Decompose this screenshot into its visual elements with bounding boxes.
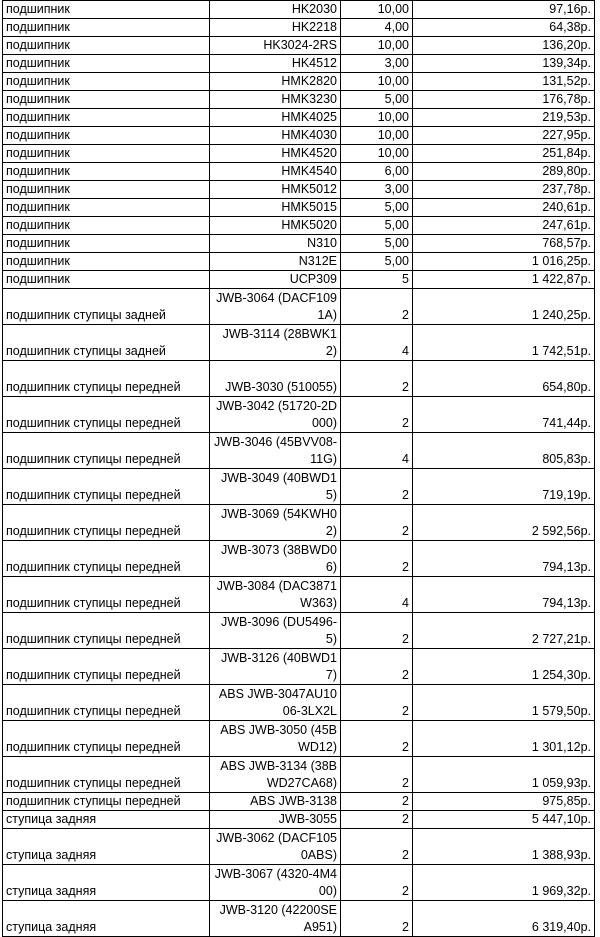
item-qty-cell: 2 <box>341 685 413 721</box>
item-code-cell: JWB-3084 (DAC3871W363) <box>210 577 341 613</box>
table-row <box>3 577 595 613</box>
item-qty-cell: 2 <box>341 505 413 541</box>
item-name-cell: подшипник ступицы передней <box>3 469 210 505</box>
item-qty-cell: 2 <box>341 649 413 685</box>
item-qty-cell: 10,00 <box>341 73 413 91</box>
item-qty-cell: 10,00 <box>341 1 413 19</box>
item-name-cell: ступица задняя <box>3 865 210 901</box>
item-name-cell: подшипник ступицы передней <box>3 433 210 469</box>
item-code-cell: HK3024-2RS <box>210 37 341 55</box>
item-qty-cell: 10,00 <box>341 127 413 145</box>
item-price-cell: 1 579,50р. <box>413 685 595 721</box>
item-code-cell: HMK5020 <box>210 217 341 235</box>
item-price-cell: 741,44р. <box>413 397 595 433</box>
item-code-cell: UCP309 <box>210 271 341 289</box>
item-name-cell: подшипник ступицы передней <box>3 541 210 577</box>
item-price-cell: 2 592,56р. <box>413 505 595 541</box>
item-name-cell: подшипник ступицы передней <box>3 685 210 721</box>
item-code-cell: JWB-3114 (28BWK12) <box>210 325 341 361</box>
item-code-cell: ABS JWB-3134 (38BWD27CA68) <box>210 757 341 793</box>
item-price-cell: 1 301,12р. <box>413 721 595 757</box>
item-name-cell: подшипник ступицы передней <box>3 613 210 649</box>
item-qty-cell: 2 <box>341 811 413 829</box>
item-code-cell: N312E <box>210 253 341 271</box>
item-price-cell: 139,34р. <box>413 55 595 73</box>
item-name-cell: ступица задняя <box>3 811 210 829</box>
item-price-cell: 719,19р. <box>413 469 595 505</box>
item-name-cell: подшипник ступицы передней <box>3 721 210 757</box>
item-code-cell: JWB-3049 (40BWD15) <box>210 469 341 505</box>
item-qty-cell: 2 <box>341 901 413 937</box>
table-row <box>3 685 595 721</box>
item-name-cell: ступица задняя <box>3 829 210 865</box>
item-qty-cell: 3,00 <box>341 55 413 73</box>
item-price-cell: 1 969,32р. <box>413 865 595 901</box>
item-code-cell: JWB-3073 (38BWD06) <box>210 541 341 577</box>
item-qty-cell: 3,00 <box>341 181 413 199</box>
item-qty-cell: 2 <box>341 469 413 505</box>
item-name-cell: подшипник ступицы задней <box>3 289 210 325</box>
item-code-cell: JWB-3064 (DACF1091A) <box>210 289 341 325</box>
table-row <box>3 19 595 37</box>
item-name-cell: подшипник <box>3 1 210 19</box>
table-row <box>3 109 595 127</box>
item-code-cell: JWB-3030 (510055) <box>210 361 341 397</box>
item-name-cell: подшипник ступицы задней <box>3 325 210 361</box>
item-price-cell: 247,61р. <box>413 217 595 235</box>
item-price-cell: 176,78р. <box>413 91 595 109</box>
item-price-cell: 97,16р. <box>413 1 595 19</box>
item-qty-cell: 4,00 <box>341 19 413 37</box>
item-code-cell: HK2218 <box>210 19 341 37</box>
item-price-cell: 240,61р. <box>413 199 595 217</box>
item-qty-cell: 2 <box>341 361 413 397</box>
item-qty-cell: 4 <box>341 325 413 361</box>
item-qty-cell: 2 <box>341 541 413 577</box>
item-code-cell: ABS JWB-3138 <box>210 793 341 811</box>
item-price-cell: 805,83р. <box>413 433 595 469</box>
table-row <box>3 91 595 109</box>
item-price-cell: 975,85р. <box>413 793 595 811</box>
item-name-cell: подшипник ступицы передней <box>3 757 210 793</box>
item-code-cell: HMK5015 <box>210 199 341 217</box>
item-name-cell: подшипник <box>3 109 210 127</box>
item-name-cell: подшипник <box>3 217 210 235</box>
table-row <box>3 829 595 865</box>
item-price-cell: 64,38р. <box>413 19 595 37</box>
item-code-cell: JWB-3096 (DU5496-5) <box>210 613 341 649</box>
table-row <box>3 145 595 163</box>
table-row <box>3 289 595 325</box>
table-row <box>3 541 595 577</box>
item-name-cell: ступица задняя <box>3 901 210 937</box>
item-price-cell: 227,95р. <box>413 127 595 145</box>
item-code-cell: HMK2820 <box>210 73 341 91</box>
item-qty-cell: 10,00 <box>341 109 413 127</box>
item-price-cell: 1 742,51р. <box>413 325 595 361</box>
item-price-cell: 251,84р. <box>413 145 595 163</box>
price-table <box>2 0 595 937</box>
item-qty-cell: 2 <box>341 793 413 811</box>
item-code-cell: HMK4025 <box>210 109 341 127</box>
table-row <box>3 163 595 181</box>
table-row <box>3 361 595 397</box>
item-price-cell: 1 059,93р. <box>413 757 595 793</box>
item-qty-cell: 5 <box>341 271 413 289</box>
item-price-cell: 289,80р. <box>413 163 595 181</box>
item-qty-cell: 2 <box>341 397 413 433</box>
item-price-cell: 5 447,10р. <box>413 811 595 829</box>
item-name-cell: подшипник <box>3 55 210 73</box>
item-qty-cell: 2 <box>341 829 413 865</box>
item-price-cell: 1 422,87р. <box>413 271 595 289</box>
item-qty-cell: 6,00 <box>341 163 413 181</box>
item-code-cell: HK4512 <box>210 55 341 73</box>
item-code-cell: JWB-3069 (54KWH02) <box>210 505 341 541</box>
item-name-cell: подшипник <box>3 145 210 163</box>
item-code-cell: ABS JWB-3047AU1006-3LX2L <box>210 685 341 721</box>
item-name-cell: подшипник <box>3 37 210 55</box>
item-price-cell: 1 254,30р. <box>413 649 595 685</box>
item-price-cell: 1 016,25р. <box>413 253 595 271</box>
price-table-body <box>3 1 595 937</box>
item-code-cell: JWB-3055 <box>210 811 341 829</box>
item-name-cell: подшипник ступицы передней <box>3 505 210 541</box>
item-code-cell: JWB-3067 (4320-4M400) <box>210 865 341 901</box>
item-price-cell: 794,13р. <box>413 541 595 577</box>
item-price-cell: 219,53р. <box>413 109 595 127</box>
item-code-cell: JWB-3042 (51720-2D000) <box>210 397 341 433</box>
item-code-cell: HMK4520 <box>210 145 341 163</box>
table-row <box>3 901 595 937</box>
table-row <box>3 469 595 505</box>
item-name-cell: подшипник ступицы передней <box>3 397 210 433</box>
item-qty-cell: 2 <box>341 757 413 793</box>
table-row <box>3 613 595 649</box>
item-code-cell: HMK5012 <box>210 181 341 199</box>
table-row <box>3 793 595 811</box>
table-row <box>3 181 595 199</box>
item-qty-cell: 10,00 <box>341 145 413 163</box>
table-row <box>3 757 595 793</box>
item-name-cell: подшипник <box>3 163 210 181</box>
item-qty-cell: 2 <box>341 613 413 649</box>
item-price-cell: 131,52р. <box>413 73 595 91</box>
item-name-cell: подшипник <box>3 91 210 109</box>
item-name-cell: подшипник <box>3 235 210 253</box>
item-qty-cell: 10,00 <box>341 37 413 55</box>
item-code-cell: HMK3230 <box>210 91 341 109</box>
table-row <box>3 811 595 829</box>
table-row <box>3 649 595 685</box>
table-row <box>3 37 595 55</box>
item-name-cell: подшипник <box>3 73 210 91</box>
item-price-cell: 1 388,93р. <box>413 829 595 865</box>
item-name-cell: подшипник <box>3 127 210 145</box>
item-code-cell: ABS JWB-3050 (45BWD12) <box>210 721 341 757</box>
table-row <box>3 505 595 541</box>
item-qty-cell: 5,00 <box>341 199 413 217</box>
table-row <box>3 127 595 145</box>
item-code-cell: JWB-3120 (42200SEA951) <box>210 901 341 937</box>
table-row <box>3 235 595 253</box>
item-name-cell: подшипник <box>3 253 210 271</box>
table-row <box>3 253 595 271</box>
item-qty-cell: 2 <box>341 289 413 325</box>
table-row <box>3 217 595 235</box>
item-price-cell: 237,78р. <box>413 181 595 199</box>
item-qty-cell: 5,00 <box>341 235 413 253</box>
item-price-cell: 2 727,21р. <box>413 613 595 649</box>
item-code-cell: JWB-3126 (40BWD17) <box>210 649 341 685</box>
table-row <box>3 73 595 91</box>
item-price-cell: 768,57р. <box>413 235 595 253</box>
item-price-cell: 1 240,25р. <box>413 289 595 325</box>
table-row <box>3 397 595 433</box>
item-code-cell: HK2030 <box>210 1 341 19</box>
item-code-cell: JWB-3062 (DACF1050ABS) <box>210 829 341 865</box>
table-row <box>3 271 595 289</box>
item-name-cell: подшипник <box>3 199 210 217</box>
table-row <box>3 1 595 19</box>
item-name-cell: подшипник ступицы передней <box>3 577 210 613</box>
item-name-cell: подшипник <box>3 271 210 289</box>
item-name-cell: подшипник ступицы передней <box>3 649 210 685</box>
item-name-cell: подшипник <box>3 181 210 199</box>
table-row <box>3 325 595 361</box>
item-qty-cell: 2 <box>341 865 413 901</box>
item-price-cell: 654,80р. <box>413 361 595 397</box>
item-qty-cell: 5,00 <box>341 91 413 109</box>
item-qty-cell: 5,00 <box>341 253 413 271</box>
table-row <box>3 55 595 73</box>
table-row <box>3 721 595 757</box>
item-code-cell: N310 <box>210 235 341 253</box>
table-row <box>3 199 595 217</box>
item-name-cell: подшипник ступицы передней <box>3 793 210 811</box>
item-code-cell: HMK4030 <box>210 127 341 145</box>
item-code-cell: JWB-3046 (45BVV08-11G) <box>210 433 341 469</box>
table-row <box>3 433 595 469</box>
item-code-cell: HMK4540 <box>210 163 341 181</box>
item-price-cell: 6 319,40р. <box>413 901 595 937</box>
item-name-cell: подшипник <box>3 19 210 37</box>
item-price-cell: 136,20р. <box>413 37 595 55</box>
item-qty-cell: 5,00 <box>341 217 413 235</box>
item-qty-cell: 4 <box>341 577 413 613</box>
item-name-cell: подшипник ступицы передней <box>3 361 210 397</box>
item-qty-cell: 2 <box>341 721 413 757</box>
item-qty-cell: 4 <box>341 433 413 469</box>
table-row <box>3 865 595 901</box>
item-price-cell: 794,13р. <box>413 577 595 613</box>
